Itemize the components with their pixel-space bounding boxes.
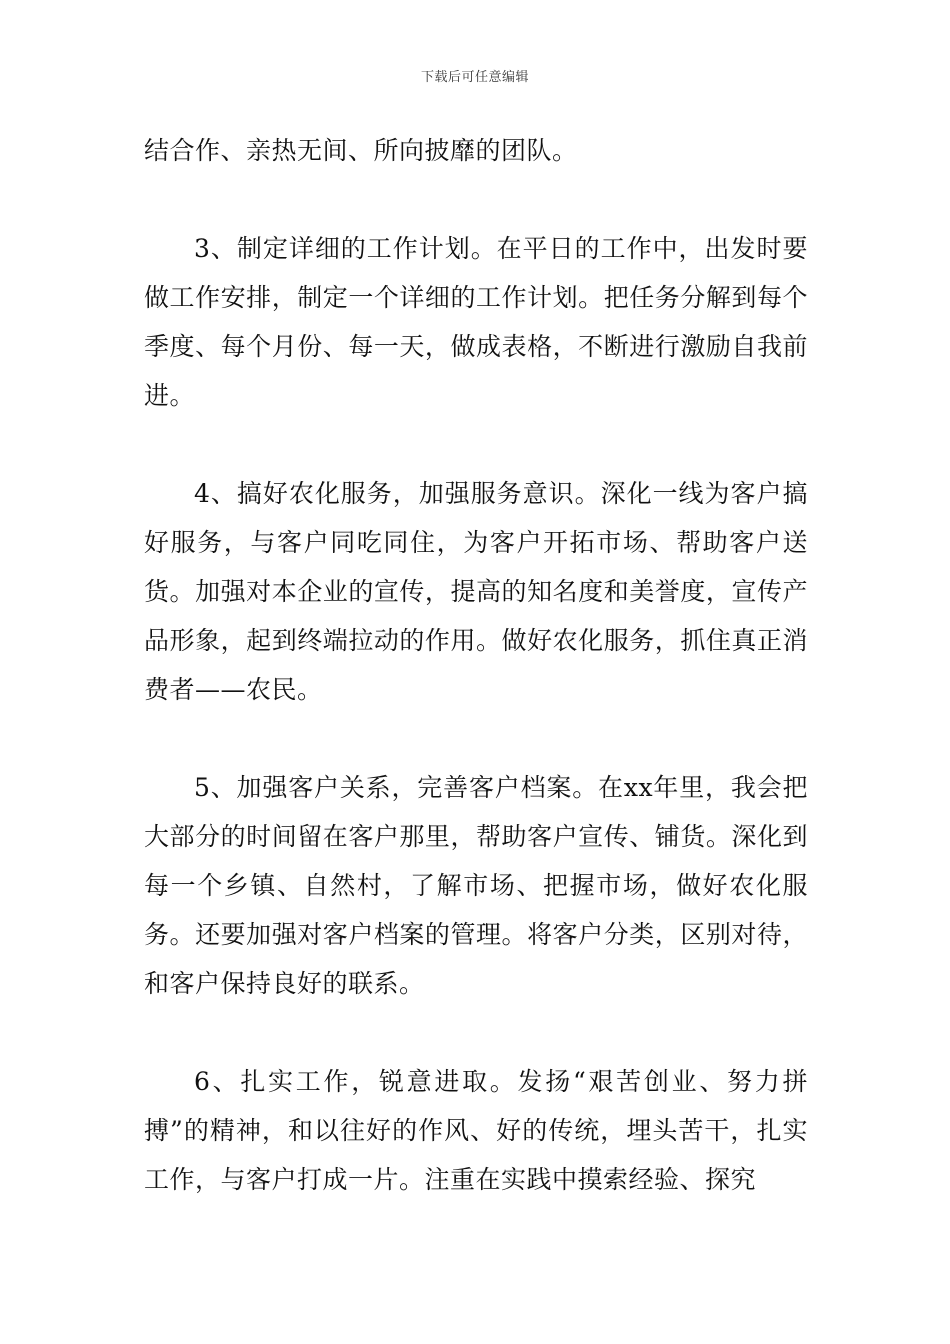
paragraph-3-work-plan: 3、制定详细的工作计划。在平日的工作中，出发时要做工作安排，制定一个详细的工作计划。把任务分解到每个季度、每个月份、每一天，做成表格，不断进行激励自我前进。	[144, 234, 808, 410]
page-header: 下载后可任意编辑	[420, 70, 529, 85]
paragraph-gap	[144, 1008, 808, 1057]
paragraph-gap	[144, 714, 808, 763]
paragraph-continuation: 结合作、亲热无间、所向披靡的团队。	[144, 136, 578, 165]
paragraph-6-solid-work: 6、扎实工作，锐意进取。发扬“艰苦创业、努力拼搏”的精神，和以往好的作风、好的传统，埋头苦干，扎实工作，与客户打成一片。注重在实践中摸索经验、探究	[144, 1067, 808, 1194]
paragraph-5-customer-relations: 5、加强客户关系，完善客户档案。在xx年里，我会把大部分的时间留在客户那里，帮助客户宣传、铺货。深化到每一个乡镇、自然村，了解市场、把握市场，做好农化服务。还要加强对客户档案的管理。将客户分类，区别对待，和客户保持良好的联系。	[144, 773, 808, 998]
paragraph-gap	[144, 175, 808, 224]
document-body	[144, 126, 808, 1204]
paragraph-gap	[144, 420, 808, 469]
paragraph-4-agri-service: 4、搞好农化服务，加强服务意识。深化一线为客户搞好服务，与客户同吃同住，为客户开拓市场、帮助客户送货。加强对本企业的宣传，提高的知名度和美誉度，宣传产品形象，起到终端拉动的作用。做好农化服务，抓住真正消费者——农民。	[144, 479, 808, 704]
